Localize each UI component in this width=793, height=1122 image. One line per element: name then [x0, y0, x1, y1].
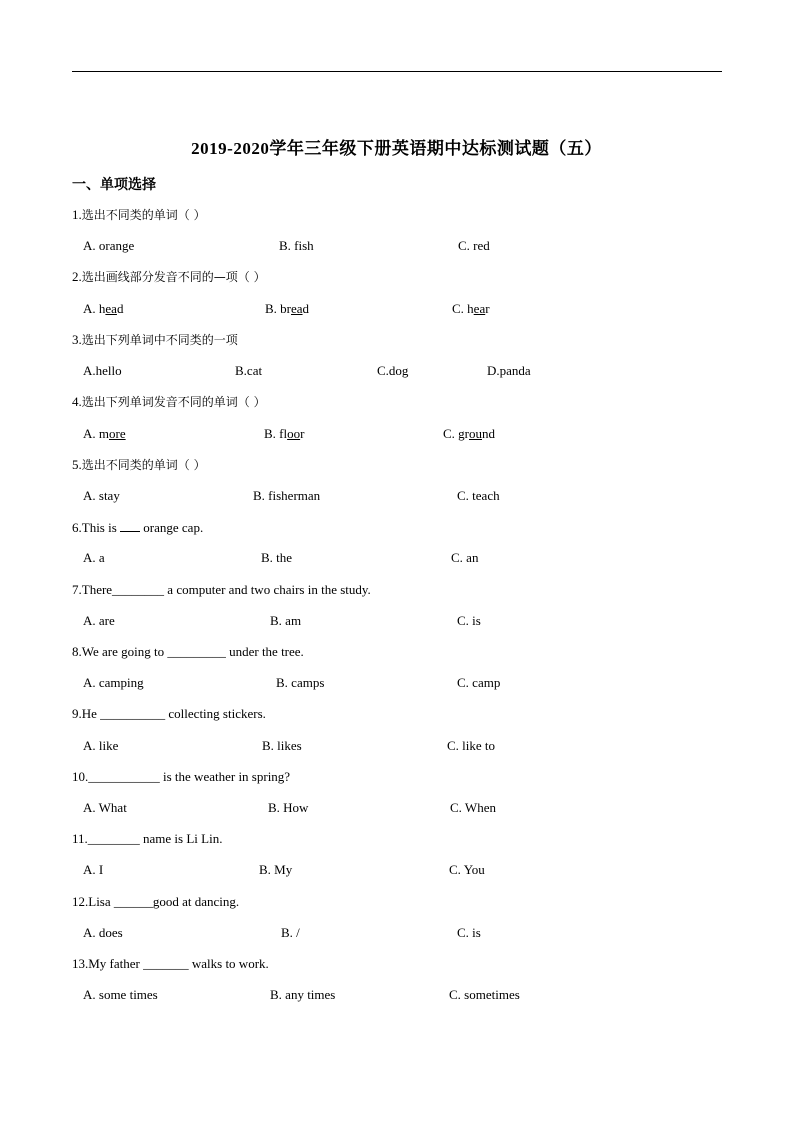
option-13a[interactable]: A. some times — [83, 987, 158, 1002]
underlined-letters: ea — [105, 301, 117, 316]
option-12b[interactable]: B. / — [281, 925, 300, 940]
option-11b[interactable]: B. My — [259, 862, 293, 877]
section-heading: 一、单项选择 — [72, 177, 156, 193]
question-13: 13.My father _______ walks to work. — [72, 956, 269, 971]
option-7b[interactable]: B. am — [270, 613, 302, 628]
option-7a[interactable]: A. are — [83, 613, 115, 628]
option-4b[interactable] — [264, 426, 304, 442]
question-8: 8.We are going to _________ under the tree. — [72, 644, 304, 659]
underlined-letters: ou — [469, 426, 482, 441]
question-stem: 选出不同类的单词（ ） — [81, 458, 206, 472]
question-12: 12.Lisa ______good at dancing. — [72, 894, 240, 909]
option-3b[interactable]: B.cat — [235, 363, 263, 378]
underlined-letters: oo — [287, 426, 301, 441]
option-text: C. gr — [443, 426, 469, 441]
answer-blank — [120, 519, 140, 532]
option-5b[interactable]: B. fisherman — [253, 488, 321, 503]
question-9: 9.He __________ collecting stickers. — [72, 706, 266, 721]
question-7: 7.There________ a computer and two chairs in the study. — [72, 582, 371, 597]
option-1c[interactable]: C. red — [458, 238, 490, 253]
option-11c[interactable]: C. You — [449, 862, 485, 877]
option-text: B. br — [265, 301, 291, 316]
option-2c[interactable] — [452, 301, 490, 317]
option-4a[interactable] — [83, 426, 126, 442]
header-rule — [72, 71, 722, 72]
option-6c[interactable]: C. an — [451, 550, 479, 565]
option-text: r — [300, 426, 305, 441]
question-5 — [72, 456, 206, 473]
option-5a[interactable]: A. stay — [83, 488, 120, 503]
option-13b[interactable]: B. any times — [270, 987, 336, 1002]
option-text: C. h — [452, 301, 474, 316]
option-3a[interactable]: A.hello — [83, 363, 122, 378]
option-9b[interactable]: B. likes — [262, 738, 302, 753]
option-8c[interactable]: C. camp — [457, 675, 501, 690]
option-11a[interactable]: A. I — [83, 862, 104, 877]
option-6a[interactable]: A. a — [83, 550, 105, 565]
option-6b[interactable]: B. the — [261, 550, 293, 565]
question-stem: orange cap. — [140, 520, 204, 535]
option-text: nd — [482, 426, 495, 441]
question-6 — [72, 519, 203, 536]
option-2b[interactable] — [265, 301, 309, 317]
question-10: 10.___________ is the weather in spring? — [72, 769, 291, 784]
option-4c[interactable] — [443, 426, 495, 442]
question-1 — [72, 206, 206, 223]
question-4 — [72, 393, 266, 410]
option-text: A. m — [83, 426, 109, 441]
question-number: 5. — [72, 457, 82, 472]
option-13c[interactable]: C. sometimes — [449, 987, 520, 1002]
option-10b[interactable]: B. How — [268, 800, 309, 815]
option-8a[interactable]: A. camping — [83, 675, 144, 690]
option-1a[interactable]: A. orange — [83, 238, 135, 253]
option-text: B. fl — [264, 426, 288, 441]
question-number: 2. — [72, 269, 82, 284]
option-5c[interactable]: C. teach — [457, 488, 500, 503]
option-1b[interactable]: B. fish — [279, 238, 314, 253]
option-text: r — [485, 301, 490, 316]
question-11: 11.________ name is Li Lin. — [72, 831, 223, 846]
option-text: A. h — [83, 301, 106, 316]
option-3d[interactable]: D.panda — [487, 363, 531, 378]
question-stem: 选出下列单词发音不同的单词（ ） — [81, 395, 266, 409]
underlined-letters: ea — [291, 301, 303, 316]
option-text: d — [116, 301, 124, 316]
question-number: 3. — [72, 332, 82, 347]
option-12c[interactable]: C. is — [457, 925, 481, 940]
option-7c[interactable]: C. is — [457, 613, 481, 628]
question-stem: 选出画线部分发音不同的—项（ ） — [81, 270, 266, 284]
question-number: 1. — [72, 207, 82, 222]
underlined-letters: ea — [473, 301, 486, 316]
option-2a[interactable] — [83, 301, 123, 317]
option-3c[interactable]: C.dog — [377, 363, 409, 378]
option-9c[interactable]: C. like to — [447, 738, 496, 753]
question-stem: 选出不同类的单词（ ） — [81, 208, 206, 222]
option-9a[interactable]: A. like — [83, 738, 119, 753]
question-number: 4. — [72, 394, 82, 409]
option-10a[interactable]: A. What — [83, 800, 127, 815]
option-10c[interactable]: C. When — [450, 800, 496, 815]
question-stem: 6.This is — [72, 520, 121, 535]
question-3 — [72, 331, 238, 348]
option-text: d — [302, 301, 310, 316]
question-stem: 选出下列单词中不同类的一项 — [81, 333, 238, 347]
page-title: 2019-2020学年三年级下册英语期中达标测试题（五） — [191, 139, 602, 158]
question-2 — [72, 268, 266, 285]
option-12a[interactable]: A. does — [83, 925, 123, 940]
underlined-letters: ore — [109, 426, 126, 441]
option-8b[interactable]: B. camps — [276, 675, 325, 690]
